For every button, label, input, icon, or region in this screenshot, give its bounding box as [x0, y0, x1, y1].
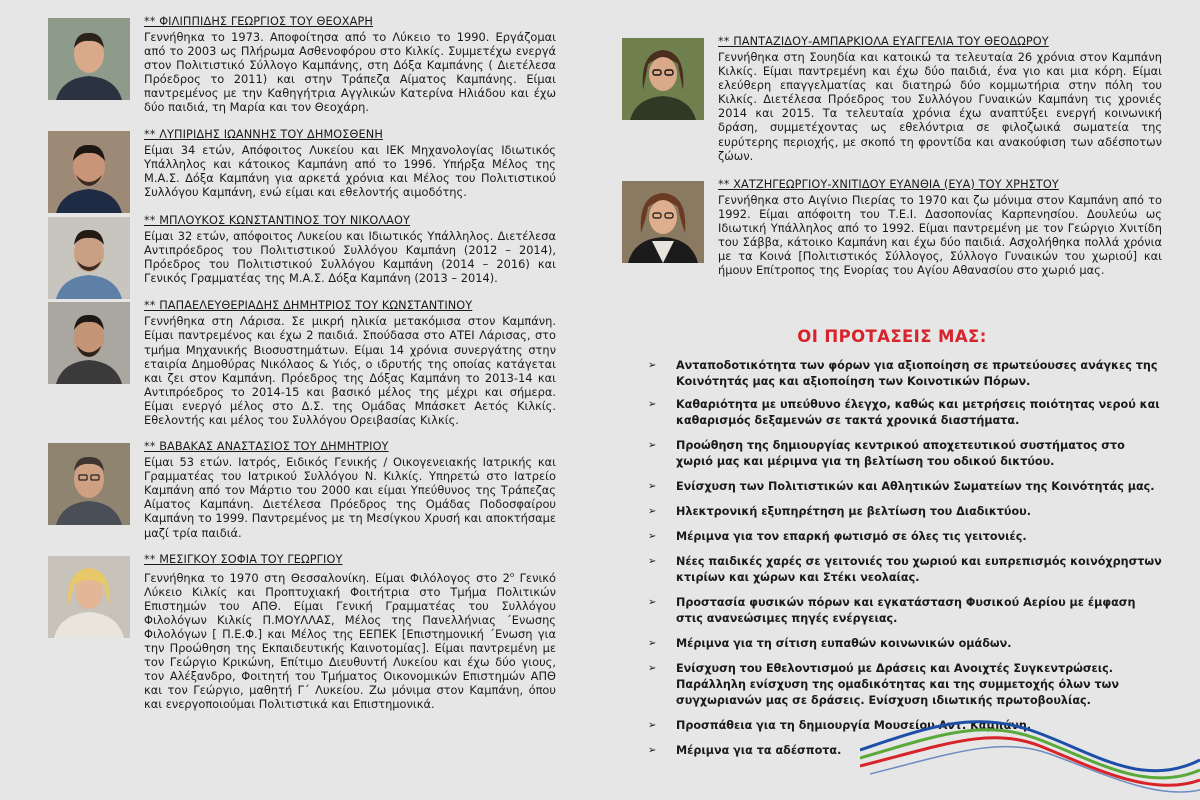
portrait-man-icon [48, 131, 130, 213]
portrait-man-icon [48, 443, 130, 525]
arrow-bullet-icon: ➢ [648, 597, 657, 608]
candidate-name: ** ΛΥΠΙΡΙΔΗΣ ΙΩΑΝΝΗΣ ΤΟΥ ΔΗΜΟΣΘΕΝΗ [144, 127, 383, 141]
candidate-name: ** ΠΑΝΤΑΖΙΔΟΥ-ΑΜΠΑΡΚΙΟΛΑ ΕΥΑΓΓΕΛΙΑ ΤΟΥ ΘΕΟΔΩΡΟΥ [718, 35, 1049, 48]
candidate-bio: Γεννήθηκα στο Αιγίνιο Πιερίας το 1970 και ζω μόνιμα στον Καμπάνη από το 1992. Είμαι απόφοιτη του Τ.Ε.Ι. Δασοπονίας Καρπενησίου. Δουλεύω ως Ιδιωτική Υπάλληλος από το 1992. Είμαι παντρεμένη με τον Γεώργιο Χνιτίδη του Σάββα, κάτοικο Καμπάνη και έχω δύο παιδιά. Ασχολήθηκα πολλά χρόνια με τα Κοινά [Πολιτιστικός Σύλλογος, Σύλλογο Γυναικών του χωριού] και ήμουν Επίτροπος της Ενορίας του Αγίου Αθανασίου στο χωριό μας. [718, 192, 1162, 278]
arrow-bullet-icon: ➢ [648, 360, 657, 371]
portrait-man-icon [48, 217, 130, 299]
candidate-name: ** ΒΑΒΑΚΑΣ ΑΝΑΣΤΑΣΙΟΣ ΤΟΥ ΔΗΜΗΤΡΙΟΥ [144, 440, 389, 454]
proposal-text: Προώθηση της δημιουργίας κεντρικού αποχετευτικού συστήματος στο χωριό μας και μέριμνα για τη βελτίωση του οδικού δικτύου. [676, 439, 1125, 468]
candidate-photo [622, 38, 704, 120]
candidate-bio: Είμαι 53 ετών. Ιατρός, Ειδικός Γενικής / Οικογενειακής Ιατρικής και Γραμματέας του Ιατρικού Συλλόγου Ν. Κιλκίς. Υπηρετώ στο Ιατρείο Καμπάνη από τον Μάρτιο του 2000 και είμαι Υπεύθυνος της Τράπεζας Αίματος Καμπάνη. Διετέλεσα Πρόεδρος της Ομάδας Ποδοσφαίρου Καμπάνη το 1999. Παντρεμένος με τη Μεσίγκου Χρυσή και αποκτήσαμε μαζί τρία παιδιά. [144, 455, 556, 540]
candidate-name: ** ΧΑΤΖΗΓΕΩΡΓΙΟΥ-ΧΝΙΤΙΔΟΥ ΕΥΑΝΘΙΑ (ΕΥΑ) ΤΟΥ ΧΡΗΣΤΟΥ [718, 177, 1059, 191]
list-item [644, 554, 1164, 586]
list-item [644, 397, 1164, 429]
candidate-photo [48, 302, 130, 384]
list-item [644, 358, 1164, 390]
proposal-text: Καθαριότητα με υπεύθυνο έλεγχο, καθώς και μετρήσεις ποιότητας νερού και καθαρισμός δεξαμενών σε τακτά χρονικά διαστήματα. [676, 398, 1160, 427]
candidate-card [48, 127, 556, 199]
portrait-man-icon [48, 302, 130, 384]
candidate-card [48, 213, 556, 285]
portrait-man-icon [48, 18, 130, 100]
arrow-bullet-icon: ➢ [648, 531, 657, 542]
proposal-text: Προσπάθεια για τη δημιουργία Μουσείου Αντ. Καμπάνη. [676, 719, 1032, 732]
candidate-bio: Είμαι 32 ετών, απόφοιτος Λυκείου και Ιδιωτικός Υπάλληλος. Διετέλεσα Αντιπρόεδρος του Πολιτιστικού Συλλόγου Καμπάνη (2012 – 2014), Πρόεδρος του Πολιτιστικού Συλλόγου Καμπάνη (2014 – 2016) και Γενικός Γραμματέας της Μ.Α.Σ. Δόξα Καμπάνη (2013 – 2014). [144, 228, 556, 286]
proposal-text: Ενίσχυση των Πολιτιστικών και Αθλητικών Σωματείων της Κοινότητάς μας. [676, 480, 1155, 493]
proposal-text: Ηλεκτρονική εξυπηρέτηση με βελτίωση του Διαδικτύου. [676, 505, 1031, 518]
candidate-card [48, 14, 556, 115]
candidate-name: ** ΜΠΛΟΥΚΟΣ ΚΩΝΣΤΑΝΤΙΝΟΣ ΤΟΥ ΝΙΚΟΛΑΟΥ [144, 213, 411, 227]
candidate-bio: Είμαι 34 ετών, Απόφοιτος Λυκείου και ΙΕΚ Μηχανολογίας Ιδιωτικός Υπάλληλος και κάτοικος Καμπάνη από το 1996. Υπήρξα Μέλος της Μ.Α.Σ. Δόξα Καμπάνη για αρκετά χρόνια και Μέλος του Πολιτιστικού Συλλόγου Καμπάνη, ενώ είμαι και εθελοντής αιμοδότης. [144, 142, 556, 199]
arrow-bullet-icon: ➢ [648, 506, 657, 517]
candidate-bio-text: Γεννήθηκα το 1970 στη Θεσσαλονίκη. Είμαι Φιλόλογος στο 2 [144, 570, 510, 585]
proposal-text: Μέριμνα για τα αδέσποτα. [676, 744, 842, 757]
arrow-bullet-icon: ➢ [648, 745, 657, 756]
portrait-woman-icon [622, 38, 704, 120]
superscript: ο [509, 570, 515, 579]
proposal-text: Μέριμνα για τον επαρκή φωτισμό σε όλες τις γειτονιές. [676, 530, 1027, 543]
arrow-bullet-icon: ➢ [648, 481, 657, 492]
candidate-name: ** ΜΕΣΙΓΚΟΥ ΣΟΦΙΑ ΤΟΥ ΓΕΩΡΓΙΟΥ [144, 552, 343, 566]
arrow-bullet-icon: ➢ [648, 399, 657, 410]
proposal-text: Προστασία φυσικών πόρων και εγκατάσταση Φυσικού Αερίου με έμφαση στις ανανεώσιμες πηγές ενέργειας. [676, 596, 1136, 625]
list-item [644, 479, 1164, 495]
candidate-photo [48, 217, 130, 299]
right-column [622, 34, 1162, 277]
candidate-photo [48, 131, 130, 213]
proposal-text: Νέες παιδικές χαρές σε γειτονιές του χωριού και ευπρεπισμός κοινόχρηστων κτιρίων και χώρων και Στέκι νεολαίας. [676, 555, 1162, 584]
proposal-text: Μέριμνα για τη σίτιση ευπαθών κοινωνικών ομάδων. [676, 637, 1012, 650]
candidate-bio: Γεννήθηκα στη Σουηδία και κατοικώ τα τελευταία 26 χρόνια στον Καμπάνη Κιλκίς. Είμαι παντρεμένη και έχω δύο παιδιά, ένα γιο και μια κόρη. Είμαι ελεύθερη επαγγελματίας και διατηρώ δύο κομμωτήρια στην πόλη του Κιλκίς. Διετέλεσα Πρόεδρος του Συλλόγου Γυναικών Καμπάνη τις χρονιές 2014 και 2015. Τα τελευταία χρόνια έχω αναπτύξει ενεργή κοινωνική δράση, συμμετέχοντας ως εθελόντρια σε φιλοζωικά σωματεία της ευρύτερης περιοχής, με σκοπό τη φροντίδα και ανακούφιση των αδέσποτων ζώων. [718, 50, 1162, 163]
candidate-card [622, 34, 1162, 163]
arrow-bullet-icon: ➢ [648, 556, 657, 567]
list-item [644, 504, 1164, 520]
candidate-bio: Γεννήθηκα το 1973. Αποφοίτησα από το Λύκειο το 1990. Εργάζομαι από το 2003 ως Πλήρωμα Ασθενοφόρου στο Κιλκίς. Συμμετέχω ενεργά στον Πολιτιστικό Σύλλογο Καμπάνης, στη Δόξα Καμπάνης ( Διετέλεσα Πρόεδρος το 2011) και στην Τράπεζα Αίματος Καμπάνης. Είμαι παντρεμένος με την Καθηγήτρια Αγγλικών Κατερίνα Ηλιάδου και έχω δύο παιδιά, τη Μαρία και τον Θεοχάρη. [144, 30, 556, 115]
candidate-card [48, 298, 556, 427]
candidate-name: ** ΦΙΛΙΠΠΙΔΗΣ ΓΕΩΡΓΙΟΣ ΤΟΥ ΘΕΟΧΑΡΗ [144, 15, 373, 28]
proposals-title: ΟΙ ΠΡΟΤΑΣΕΙΣ ΜΑΣ: [797, 327, 987, 346]
candidate-bio-text: Γενικό Λύκειο Κιλκίς και Προπτυχιακή Φοιτήτρια στο Τμήμα Πολιτικών Επιστημών του ΑΠΘ. Είμαι Γενική Γραμματέας του Συλλόγου Φιλολόγων Κιλκίς Π.ΜΟΥΛΛΑΣ, Μέλος της Πανελλήνιας ΄Ενωσης Φιλολόγων [ Π.Ε.Φ.] και Μέλος της ΕΕΠΕΚ [Επιστημονική ΄Ενωση για την Προώθηση της Εκπαιδευτικής Καινοτομίας]. Είμαι παντρεμένη με τον Γεώργιο Κρικώνη, Επίτιμο Διευθυντή Λυκείου και έχω δύο γιους, τον Αλέξανδρο, Φοιτητή του Τμήματος Οικονομικών Επιστημών ΑΠΘ και τον Γεώργιο, μαθητή Γ΄ Λυκείου. Ζω μόνιμα στον Καμπάνη, όπου και ενεργοποιούμαι Πολιτιστικά και Επιστημονικά. [144, 570, 556, 712]
candidate-photo [48, 443, 130, 525]
arrow-bullet-icon: ➢ [648, 720, 657, 731]
arrow-bullet-icon: ➢ [648, 663, 657, 674]
arrow-bullet-icon: ➢ [648, 440, 657, 451]
proposal-text: Ανταποδοτικότητα των φόρων για αξιοποίηση σε πρωτεύουσες ανάγκες της Κοινότητάς μας και αξιοποίηση των Κοινοτικών Πόρων. [676, 359, 1158, 388]
list-item [644, 438, 1164, 470]
left-column [48, 14, 556, 711]
candidate-card [48, 439, 556, 540]
candidate-photo [622, 181, 704, 263]
candidate-card [48, 552, 556, 712]
candidate-photo [48, 556, 130, 638]
candidate-name: ** ΠΑΠΑΕΛΕΥΘΕΡΙΑΔΗΣ ΔΗΜΗΤΡΙΟΣ ΤΟΥ ΚΩΝΣΤΑΝΤΙΝΟΥ [144, 299, 473, 313]
candidate-photo [48, 18, 130, 100]
list-item [644, 636, 1164, 652]
portrait-woman-icon [622, 181, 704, 263]
proposal-text: Ενίσχυση του Εθελοντισμού με Δράσεις και Ανοιχτές Συγκεντρώσεις. Παράλληλη ενίσχυση της ομαδικότητας και της συμμετοχής όλων των συγχωριανών μας σε δράσεις. Ενίσχυση ιδιωτικής πρωτοβουλίας. [676, 662, 1119, 707]
list-item [644, 529, 1164, 545]
arrow-bullet-icon: ➢ [648, 638, 657, 649]
portrait-woman-icon [48, 556, 130, 638]
candidate-card [622, 177, 1162, 278]
decorative-wave-icon [860, 690, 1200, 800]
candidate-bio: Γεννήθηκα στη Λάρισα. Σε μικρή ηλικία μετακόμισα στον Καμπάνη. Είμαι παντρεμένος και έχω 2 παιδιά. Σπούδασα στο ΑΤΕΙ Λάρισας, στο τμήμα Μηχανικής Βιοσυστημάτων. Είμαι 14 χρόνια συνεργάτης στην εταιρία Δημοθύρας Νικόλαος & Υιός, ο ιδρυτής της οποίας κατάγεται και ζει στον Καμπάνη. Πρόεδρος της Δόξας Καμπάνη το 2013-14 και Αντιπρόεδρος το 2014-15 και βασικό μέλος της μέχρι και σήμερα. Είμαι ενεργό μέλος στο Δ.Σ. της Ομάδας Μπάσκετ Αετός Κιλκίς. Εθελοντής και μέλος του Συλλόγου Ορειβασίας Κιλκίς. [144, 314, 556, 427]
list-item [644, 595, 1164, 627]
